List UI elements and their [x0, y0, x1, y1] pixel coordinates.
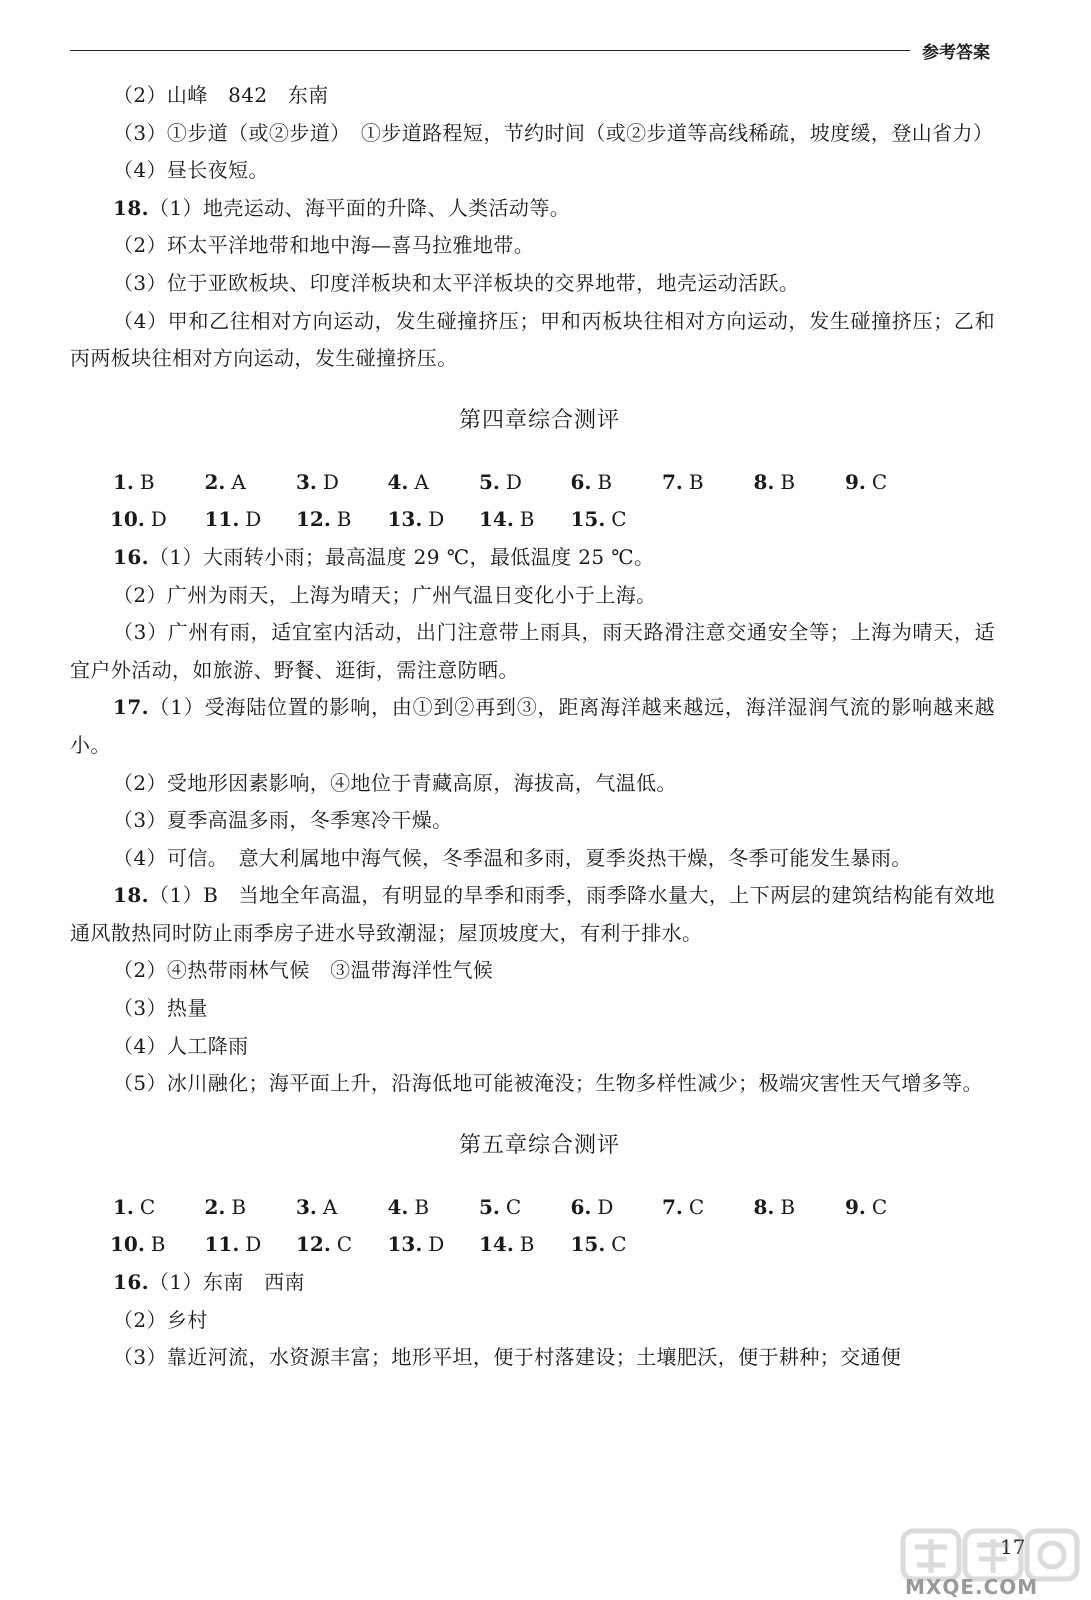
answer-letter: B — [139, 469, 155, 494]
answer-paragraph — [70, 265, 995, 303]
answer-paragraph — [70, 952, 995, 990]
mc-answer — [754, 464, 796, 502]
mc-answer — [113, 1189, 155, 1227]
answer-letter: C — [336, 1232, 353, 1257]
answer-paragraph — [70, 689, 995, 764]
question-number: 6. — [570, 1194, 592, 1219]
answer-paragraph — [70, 1264, 995, 1302]
question-number: 2. — [204, 1194, 226, 1219]
multiple-choice-row — [70, 1189, 995, 1227]
answer-paragraph — [70, 227, 995, 265]
answer-paragraph — [70, 840, 995, 878]
mc-answer — [662, 464, 704, 502]
answer-text: （4）昼长夜短。 — [113, 158, 269, 183]
question-number: 3. — [296, 1194, 317, 1219]
mc-answer — [754, 1189, 796, 1227]
mc-answer — [388, 1189, 430, 1227]
question-number: 15. — [570, 1232, 606, 1257]
question-number: 8. — [753, 469, 775, 494]
answer-letter: B — [688, 469, 704, 494]
answer-paragraph — [70, 1339, 995, 1377]
answer-letter: B — [150, 1232, 166, 1257]
question-number: 18. — [113, 195, 149, 220]
question-number: 5. — [479, 1194, 500, 1219]
answer-text: （2）④热带雨林气候 ③温带海洋性气候 — [113, 958, 494, 983]
answer-text: （1）东南 西南 — [149, 1270, 305, 1295]
answer-letter: D — [245, 507, 262, 532]
answer-letter: B — [519, 507, 535, 532]
mc-answer — [110, 501, 167, 539]
answer-text: （4）人工降雨 — [113, 1033, 249, 1058]
question-number: 14. — [479, 507, 514, 532]
mc-answer — [296, 1226, 352, 1264]
answer-text: （2）广州为雨天，上海为晴天；广州气温日变化小于上海。 — [113, 582, 657, 607]
section-heading: 第四章综合测评 — [458, 407, 620, 433]
question-number: 5. — [479, 469, 500, 494]
answer-letter: C — [139, 1194, 156, 1219]
mc-answer — [205, 1226, 262, 1264]
mc-answer — [205, 501, 262, 539]
answer-text: （4）可信。 意大利属地中海气候，冬季温和多雨，夏季炎热干燥，冬季可能发生暴雨。 — [113, 845, 912, 870]
page-number: 17 — [1000, 1535, 1026, 1559]
answer-paragraph — [70, 765, 995, 803]
answer-letter: C — [871, 469, 888, 494]
mc-answer — [845, 464, 887, 502]
multiple-choice-row — [70, 501, 995, 539]
mc-answer — [662, 1189, 704, 1227]
answer-letter: D — [428, 1232, 445, 1257]
mc-answer — [479, 1226, 535, 1264]
answer-paragraph — [70, 802, 995, 840]
question-number: 1. — [113, 469, 134, 494]
answer-text: （1）B 当地全年高温，有明显的旱季和雨季，雨季降水量大，上下两层的建筑结构能有效地通风散热同时防止雨季房子进水导致潮湿；屋顶坡度大，有利于排水。 — [70, 883, 995, 945]
mc-answer — [571, 1189, 614, 1227]
answer-letter: A — [231, 469, 246, 494]
mc-answer — [479, 501, 535, 539]
answer-paragraph — [70, 577, 995, 615]
answer-paragraph — [70, 115, 995, 153]
answer-letter: B — [414, 1194, 430, 1219]
question-number: 4. — [387, 1194, 409, 1219]
multiple-choice-row — [70, 464, 995, 502]
answer-letter: B — [519, 1232, 535, 1257]
question-number: 8. — [753, 1194, 775, 1219]
answer-letter: A — [322, 1194, 338, 1219]
answer-letter: B — [780, 469, 796, 494]
answer-text: （1）大雨转小雨；最高温度 29 ℃，最低温度 25 ℃。 — [149, 544, 655, 569]
answer-letter: C — [611, 1232, 627, 1257]
question-number: 2. — [204, 469, 226, 494]
answer-letter: C — [688, 1194, 705, 1219]
mc-answer — [479, 464, 522, 502]
answer-paragraph — [70, 1302, 995, 1340]
answer-letter: D — [597, 1194, 614, 1219]
mc-answer — [296, 501, 352, 539]
mc-answer — [571, 464, 613, 502]
answer-text: （3）①步道（或②步道） ①步道路程短，节约时间（或②步道等高线稀疏，坡度缓，登山省力） — [113, 120, 994, 145]
answer-text: （3）位于亚欧板块、印度洋板块和太平洋板块的交界地带，地壳运动活跃。 — [113, 270, 800, 295]
answer-letter: C — [611, 507, 627, 532]
answer-content — [70, 77, 995, 1377]
mc-answer — [571, 501, 627, 539]
mc-answer — [110, 1226, 166, 1264]
mc-answer — [296, 464, 339, 502]
mc-answer — [845, 1189, 887, 1227]
watermark-text: MXQE.COM — [905, 1575, 1039, 1599]
mc-answer — [113, 464, 155, 502]
question-number: 15. — [570, 507, 606, 532]
answer-paragraph — [70, 1028, 995, 1066]
question-number: 17. — [113, 695, 149, 720]
answer-paragraph — [70, 190, 995, 228]
answer-text: （3）靠近河流，水资源丰富；地形平坦，便于村落建设；土壤肥沃，便于耕种；交通便 — [113, 1345, 902, 1370]
answer-letter: C — [871, 1194, 888, 1219]
answer-text: （2）乡村 — [113, 1307, 208, 1332]
answer-text: （4）甲和乙往相对方向运动，发生碰撞挤压；甲和丙板块往相对方向运动，发生碰撞挤压；乙和丙两板块往相对方向运动，发生碰撞挤压。 — [70, 308, 995, 371]
answer-text: （2）环太平洋地带和地中海—喜马拉雅地带。 — [113, 233, 535, 258]
answer-text: （5）冰川融化；海平面上升，沿海低地可能被淹没；生物多样性减少；极端灾害性天气增多等。 — [113, 1071, 983, 1096]
answer-paragraph — [70, 614, 995, 689]
answer-paragraph — [70, 990, 995, 1028]
question-number: 12. — [296, 1232, 331, 1257]
question-number: 4. — [387, 469, 409, 494]
question-number: 1. — [113, 1194, 134, 1219]
answer-letter: B — [597, 469, 613, 494]
answer-letter: D — [505, 469, 522, 494]
mc-answer — [388, 464, 429, 502]
question-number: 11. — [204, 1232, 240, 1257]
answer-paragraph — [70, 303, 995, 378]
question-number: 10. — [110, 1232, 145, 1257]
question-number: 9. — [845, 469, 866, 494]
answer-paragraph — [70, 77, 995, 115]
question-number: 14. — [479, 1232, 514, 1257]
answer-paragraph — [70, 877, 995, 952]
answer-text: （3）夏季高温多雨，冬季寒冷干燥。 — [113, 808, 453, 833]
answer-text: （1）地壳运动、海平面的升降、人类活动等。 — [149, 195, 571, 220]
mc-answer — [479, 1189, 521, 1227]
question-number: 16. — [113, 544, 149, 569]
question-number: 3. — [296, 469, 317, 494]
answer-letter: B — [780, 1194, 796, 1219]
mc-answer — [571, 1226, 627, 1264]
mc-answer — [296, 1189, 337, 1227]
section-heading: 第五章综合测评 — [458, 1132, 620, 1158]
answer-text: （2）山峰 842 东南 — [113, 83, 329, 107]
answer-text: （2）受地形因素影响，④地位于青藏高原，海拔高，气温低。 — [113, 770, 677, 795]
answer-letter: A — [414, 469, 429, 494]
answer-text: （1）受海陆位置的影响，由①到②再到③，距离海洋越来越远，海洋湿润气流的影响越来越小。 — [70, 695, 995, 757]
answer-text: （3）热量 — [113, 996, 208, 1021]
mc-answer — [388, 501, 445, 539]
answer-paragraph — [70, 152, 995, 190]
running-header: 参考答案 — [922, 43, 990, 63]
answer-letter: D — [150, 507, 167, 532]
mc-answer — [205, 464, 246, 502]
question-number: 13. — [387, 1232, 423, 1257]
question-number: 11. — [204, 507, 240, 532]
question-number: 16. — [113, 1270, 149, 1295]
question-number: 9. — [845, 1194, 866, 1219]
answer-text: （3）广州有雨，适宜室内活动，出门注意带上雨具，雨天路滑注意交通安全等；上海为晴天，适宜户外活动，如旅游、野餐、逛街，需注意防晒。 — [70, 620, 995, 682]
question-number: 10. — [110, 507, 145, 532]
answer-letter: D — [428, 507, 445, 532]
question-number: 7. — [662, 469, 683, 494]
question-number: 13. — [387, 507, 423, 532]
mc-answer — [388, 1226, 445, 1264]
mc-answer — [205, 1189, 247, 1227]
question-number: 18. — [113, 883, 149, 908]
multiple-choice-row — [70, 1226, 995, 1264]
question-number: 6. — [570, 469, 592, 494]
question-number: 7. — [662, 1194, 683, 1219]
answer-paragraph — [70, 539, 995, 577]
answer-letter: D — [322, 469, 339, 494]
answer-letter: C — [505, 1194, 522, 1219]
question-number: 12. — [296, 507, 331, 532]
answer-letter: D — [245, 1232, 262, 1257]
answer-letter: B — [336, 507, 352, 532]
answer-paragraph — [70, 1065, 995, 1103]
header-rule — [70, 50, 910, 51]
answer-letter: B — [231, 1194, 247, 1219]
